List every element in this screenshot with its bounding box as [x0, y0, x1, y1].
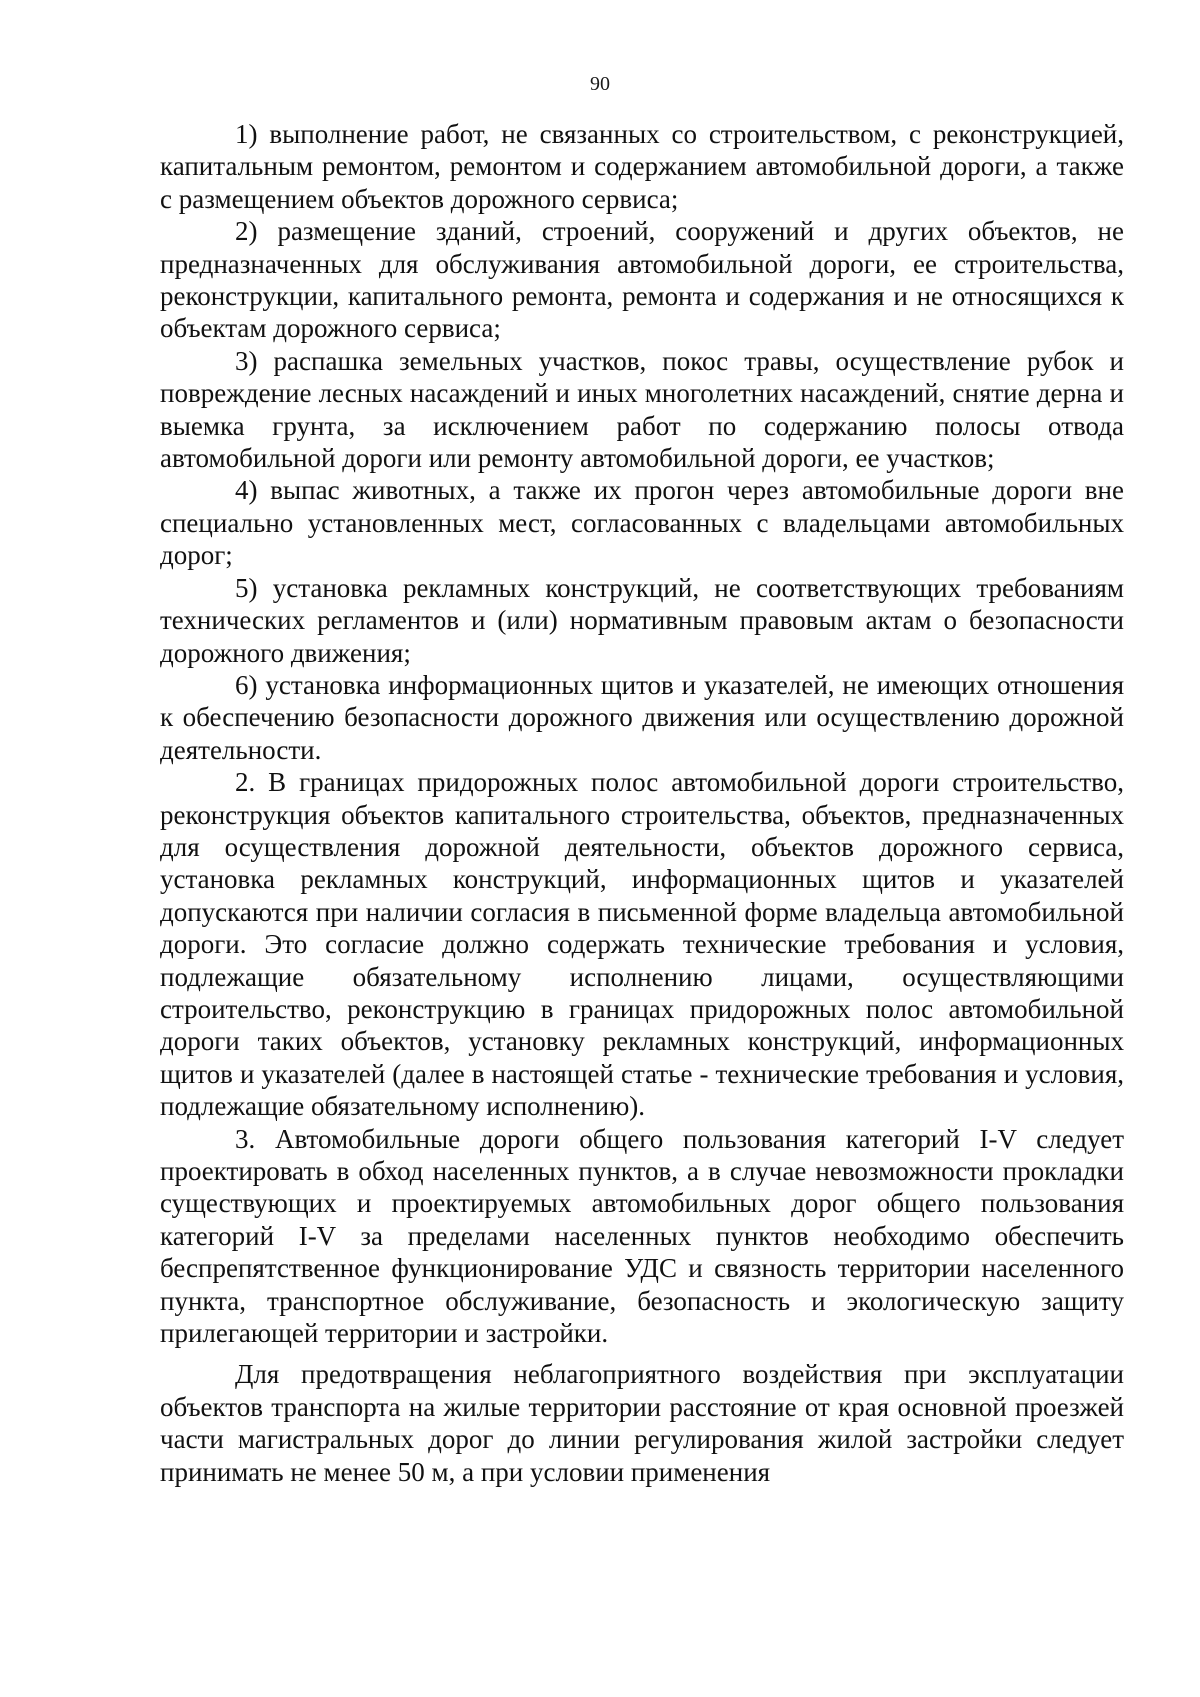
document-body: [160, 118, 1124, 1488]
paragraph-section-3: 3. Автомобильные дороги общего пользования категорий I-V следует проектировать в обход населенных пунктов, а в случае невозможности прокладки существующих и проектируемых автомобильных дорог общего пользования категорий I-V за пределами населенных пунктов необходимо обеспечить беспрепятственное функционирование УДС и связность территории населенного пункта, транспортное обслуживание, безопасность и экологическую защиту прилегающей территории и застройки.: [160, 1123, 1124, 1349]
paragraph-item-3: 3) распашка земельных участков, покос травы, осуществление рубок и повреждение лесных насаждений и иных многолетних насаждений, снятие дерна и выемка грунта, за исключением работ по содержанию полосы отвода автомобильной дороги или ремонту автомобильной дороги, ее участков;: [160, 345, 1124, 474]
paragraph-section-2: 2. В границах придорожных полос автомобильной дороги строительство, реконструкция объектов капитального строительства, объектов, предназначенных для осуществления дорожной деятельности, объектов дорожного сервиса, установка рекламных конструкций, информационных щитов и указателей допускаются при наличии согласия в письменной форме владельца автомобильной дороги. Это согласие должно содержать технические требования и условия, подлежащие обязательному исполнению лицами, осуществляющими строительство, реконструкцию в границах придорожных полос автомобильной дороги таких объектов, установку рекламных конструкций, информационных щитов и указателей (далее в настоящей статье - технические требования и условия, подлежащие обязательному исполнению).: [160, 767, 1124, 1122]
paragraph-item-2: 2) размещение зданий, строений, сооружений и других объектов, не предназначенных для обслуживания автомобильной дороги, ее строительства, реконструкции, капитального ремонта, ремонта и содержания и не относящихся к объектам дорожного сервиса;: [160, 216, 1124, 344]
paragraph-item-6: 6) установка информационных щитов и указателей, не имеющих отношения к обеспечению безопасности дорожного движения или осуществлению дорожной деятельности.: [160, 669, 1124, 765]
paragraph-item-1: 1) выполнение работ, не связанных со строительством, с реконструкцией, капитальным ремонтом, ремонтом и содержанием автомобильной дороги, а также с размещением объектов дорожного сервиса;: [160, 119, 1124, 214]
paragraph-item-5: 5) установка рекламных конструкций, не соответствующих требованиям технических регламентов и (или) нормативным правовым актам о безопасности дорожного движения;: [160, 572, 1124, 668]
paragraph-item-4: 4) выпас животных, а также их прогон через автомобильные дороги вне специально установленных мест, согласованных с владельцами автомобильных дорог;: [160, 475, 1124, 571]
paragraph-setback-distance: Для предотвращения неблагоприятного воздействия при эксплуатации объектов транспорта на жилые территории расстояние от края основной проезжей части магистральных дорог до линии регулирования жилой застройки следует принимать не менее 50 м, а при условии применения: [160, 1359, 1124, 1487]
page-number: 90: [590, 73, 610, 95]
